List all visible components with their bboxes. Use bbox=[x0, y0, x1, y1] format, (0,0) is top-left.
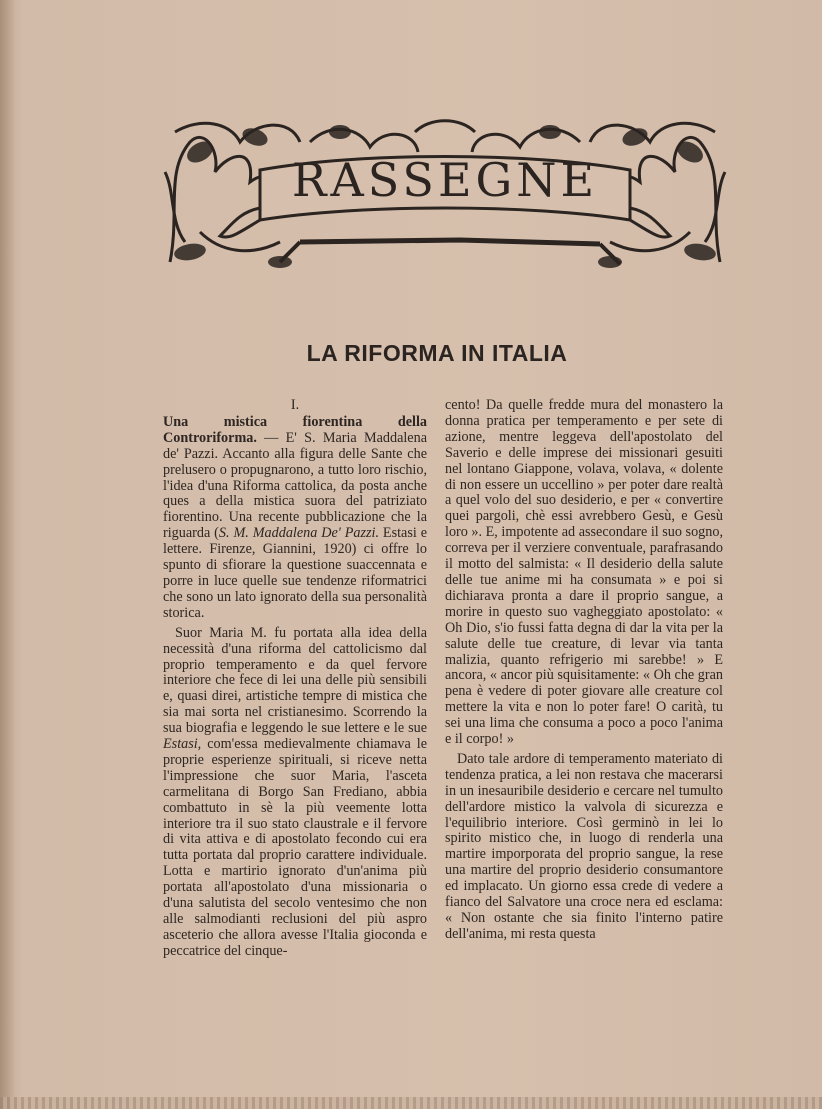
paragraph-4: Dato tale ardore di temperamento materiato di tendenza pratica, a lei non restava che macerarsi in un inesauribile desiderio e cercare nel tumulto dell'ardore mistico la valvola di sicurezza e l'equilibrio interiore. Così germinò in lei lo spirito mistico che, in luogo di renderla una martire imporporata del proprio sangue, la rese una martire del proprio desiderio consumantore ed implacato. Un giorno essa crede di vedere a fianco del Salvatore una croce nera ed esclama: « Non ostante che sia finito l'interno patire dell'anima, mi resta questa bbox=[445, 750, 723, 942]
paragraph-heading: Una mistica fiorentina della Controriforma. bbox=[163, 413, 427, 446]
paragraph-text: com'essa medievalmente chiamava le proprie esperienze spirituali, si riceve netta l'impressione che suor Maria, l'asceta carmelitana di Borgo San Frediano, abbia combattuto in sè la più veemente lotta interiore tra il suo stato claustrale e il fervore di vita attiva e di apostolato fecondo cui era tutta portata dal proprio carattere individuale. Lotta e martirio ignorato d'un'anima più portata all'apostolato d'una missionaria o d'una salutista del secolo ventesimo che non alle salmodianti reclusioni del più aspro asceterio che allora avesse l'Italia gioconda e peccatrice del cinque- bbox=[163, 736, 427, 959]
text-column-left bbox=[163, 398, 427, 960]
text-column-right bbox=[445, 398, 723, 943]
banner-title: RASSEGNE bbox=[291, 153, 599, 207]
paragraph-1 bbox=[163, 415, 427, 622]
paragraph-3: cento! Da quelle fredde mura del monastero la donna pratica per temperamento e per sete di azione, mentre leggeva dell'apostolato del Saverio e delle imprese dei missionari gesuiti nel lontano Giappone, volava, volava, « dolente di non essere un uccellino » per poter dare realtà a quel volo del suo desiderio, e per « convertire quei pargoli, chè essi avrebbero Gesù, e Gesù loro ». E, impotente ad assecondare il suo sogno, correva per il verziere conventuale, parafrasando il motto del salmista: « Il desiderio della salute delle tue anime mi ha consumata » e poi si dichiarava pronta a dare il proprio sangue, a morire in questo suo vagheggiato apostolato: « Oh Dio, s'io fussi fatta degna di dar la vita per la salute delle tue creature, di levar via tanta malizia, quanto refrigerio mi sarebbe! » E ancora, « ancor più squisitamente: « Oh che gran pena è vedere di poter giovare alle creature col mettere la vita e non lo poter fare! O carità, tu sei una lima che consuma a poco a poco l'anima e il corpo! » bbox=[445, 397, 723, 748]
article-headline: LA RIFORMA IN ITALIA bbox=[306, 340, 568, 366]
paragraph-text: Suor Maria M. fu portata alla idea della necessità d'una riforma del cattolicismo dal proprio temperamento e da quel fervore interiore che fece di lei una delle più sensibili e, quasi direi, artistiche tempre di mistica che sia mai sorta nel cristianesimo. Scorrendo la sua biografia e leggendo le sue lettere e le sue bbox=[163, 624, 427, 737]
paragraph-2 bbox=[163, 626, 427, 960]
book-title: S. M. Maddalena De' Pazzi. bbox=[218, 525, 380, 542]
paragraph-text: — E' S. Maria Maddalena de' Pazzi. Accanto alla figura delle Sante che prelusero o propugnarono, a tutto loro rischio, l'idea d'una Riforma cattolica, da posta anche ques a della mistica suora del patriziato fiorentino. Una recente pubblicazione che la riguarda ( bbox=[163, 429, 427, 542]
emphasis-text: Estasi, bbox=[163, 736, 202, 753]
paragraph-text: Estasi e lettere. Firenze, Giannini, 1920) ci offre lo spunto di sfiorare la questione suaccennata e porre in luce quelle sue tendenze riformatrici che sono un lato ignorato della sua personalità storica. bbox=[163, 525, 428, 621]
page-edge-bottom bbox=[0, 1097, 822, 1109]
section-number: I. bbox=[290, 397, 300, 413]
page-edge-left bbox=[0, 0, 14, 1109]
